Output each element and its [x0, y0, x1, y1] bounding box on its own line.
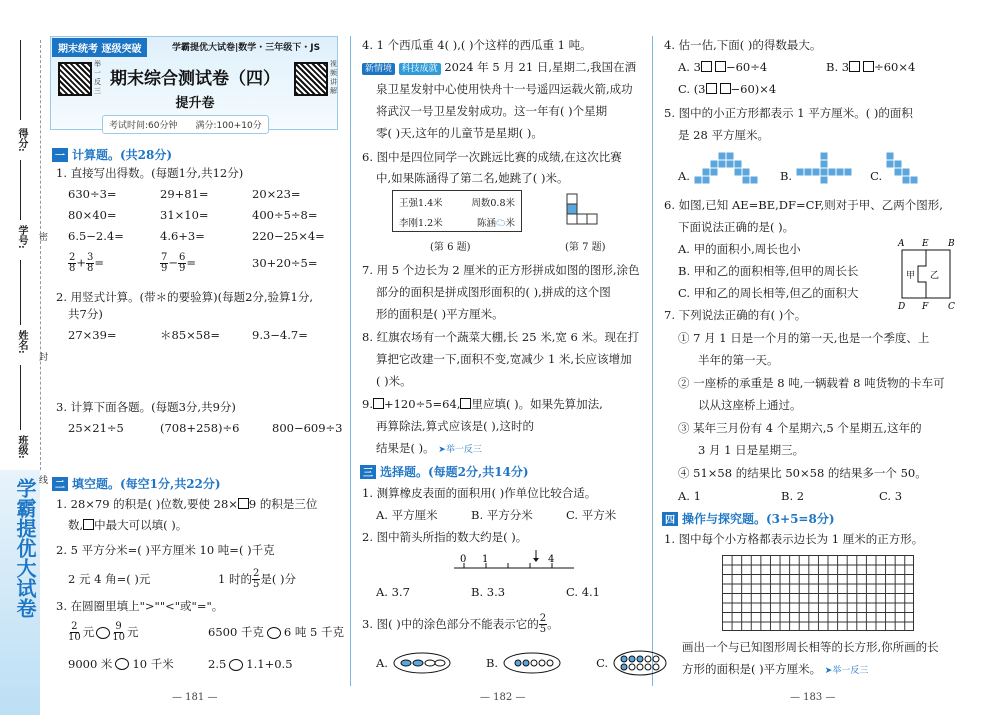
- section-title: 计算题。(共28分): [72, 148, 173, 162]
- question-text: 中,如果陈涵得了第二名,她跳了( )米。: [376, 171, 569, 185]
- option-c[interactable]: C. 平方米: [566, 508, 617, 522]
- question-text: 5. 图中的小正方形都表示 1 平方厘米。( )的面积: [664, 106, 913, 120]
- squares-figure: [565, 192, 605, 232]
- calc-items: [68, 421, 343, 436]
- question-text: 再算除法,算式应该是( ),这时的: [376, 419, 534, 433]
- math-item-fraction-sum: $\frac{2}{8}$ + $\frac{3}{8}$ =: [69, 251, 105, 274]
- svg-text:E: E: [922, 239, 929, 249]
- question-text: 7. 下列说法正确的有( )个。: [664, 308, 807, 322]
- tick-label: 1: [482, 554, 489, 565]
- page-number: — 183 —: [790, 692, 836, 703]
- question-text: ( )米。: [376, 374, 412, 388]
- related-practice-link[interactable]: ➤举一反三: [824, 666, 869, 676]
- question-text: 4. 估一估,下面( )的得数最大。: [664, 38, 822, 52]
- question-text: 形的面积是( )平方厘米。: [376, 307, 504, 321]
- option-a[interactable]: A. 3.7: [376, 585, 410, 599]
- section-number: 二: [52, 477, 68, 491]
- question-text: 方形的面积是( )平方厘米。 ➤举一反三: [682, 662, 869, 676]
- section-title: 填空题。(每空1分,共22分): [72, 477, 221, 491]
- option-b[interactable]: B. 2: [781, 489, 805, 503]
- grid-figure-c: [886, 150, 926, 184]
- section-operation: [662, 510, 835, 527]
- fill-q4: 4. 1 个西瓜重 4( ),( )个这样的西瓜重 1 吨。: [362, 38, 592, 52]
- svg-text:A: A: [898, 239, 905, 249]
- question-text: 3. 计算下面各题。(每题3分,共9分): [56, 400, 236, 414]
- question-text: 1. 测算橡皮表面的面积用( )作单位比较合适。: [362, 486, 597, 500]
- section-title: 操作与探究题。(3+5=8分): [682, 512, 835, 526]
- svg-text:C: C: [948, 302, 955, 312]
- option-c[interactable]: C.: [870, 169, 883, 183]
- brand-logo: 学霸提优大试卷: [13, 478, 37, 618]
- math-item: 630÷3=: [68, 187, 117, 201]
- seal-xian: 线: [37, 475, 47, 484]
- question-text: 画出一个与已知图形周长相等的长方形,你所画的长: [682, 640, 939, 654]
- qr-right-caption: 视频讲解: [330, 60, 337, 95]
- calc-item: 9.3−4.7=: [252, 328, 308, 342]
- option-c[interactable]: C. 3: [879, 489, 903, 503]
- drawing-grid[interactable]: [722, 555, 914, 631]
- question-text: 1. 图中每个小方格都表示边长为 1 厘米的正方形。: [664, 532, 924, 546]
- calc-item: 25×21÷5: [68, 421, 124, 435]
- page-number: — 182 —: [480, 692, 526, 703]
- option-c[interactable]: C. 4.1: [566, 585, 600, 599]
- qr-code-left: [58, 62, 92, 96]
- exam-title: 期末综合测试卷（四）: [110, 69, 280, 89]
- compare-circle[interactable]: [229, 659, 243, 671]
- option-c[interactable]: C. (3 −60)×4: [678, 82, 777, 96]
- fill-q2-cont: 2 元 4 角=( )元 1 时的 $\frac{2}{5}$ 是( )分: [68, 568, 296, 590]
- id-line: [20, 160, 21, 220]
- statement-item: ③ 某年三月份有 4 个星期六,5 个星期五,这年的: [678, 421, 922, 435]
- math-item: 4.6+3=: [160, 229, 205, 243]
- statement-item: ④ 51×58 的结果比 50×58 的结果多一个 50。: [678, 466, 927, 480]
- option-b[interactable]: B. 3 ÷60×4: [826, 60, 916, 74]
- question-text: 2. 用竖式计算。(带＊的要验算)(每题2分,验算1分,: [56, 290, 314, 304]
- choice-options: [376, 508, 616, 523]
- calc-item: ＊85×58=: [160, 328, 221, 342]
- name-label: 姓名:: [16, 330, 27, 354]
- math-item: 31×10=: [160, 208, 209, 222]
- svg-text:甲: 甲: [906, 271, 916, 281]
- compare-circle[interactable]: [96, 627, 110, 639]
- fill-q9-result: 结果是( )。 ➤举一反三: [376, 441, 482, 455]
- badge-new-context: 新情境: [362, 63, 395, 75]
- cut-line: [40, 40, 41, 470]
- compare-row-1: $\frac{2}{10}$ 元 $\frac{9}{10}$ 元 6500 千克 6 吨 5 千克: [68, 621, 345, 643]
- score-label: 得分:: [16, 128, 27, 152]
- math-item-fraction-diff: $\frac{7}{9}$ − $\frac{6}{9}$ =: [161, 251, 197, 274]
- exam-subtitle: 提升卷: [175, 96, 215, 111]
- question-text: 算把它改建一下,面积不变,宽减少 1 米,长应该增加: [376, 352, 632, 366]
- rectangle-figure: [892, 236, 962, 312]
- class-line: [20, 365, 21, 430]
- fill-q1: 1. 28×79 的积是( )位数,要使 28× 9 的积是三位: [56, 497, 318, 511]
- choice-options-figures: [376, 650, 668, 676]
- svg-text:D: D: [898, 302, 906, 312]
- fill-q3: 3. 在圆圈里填上">""<"或"="。: [56, 599, 224, 613]
- related-practice-link[interactable]: ➤举一反三: [438, 445, 482, 455]
- option-b[interactable]: B. 3.3: [471, 585, 506, 599]
- grid-figure-a: [694, 150, 766, 184]
- section-choice: [360, 463, 529, 480]
- math-item: 400÷5÷8=: [252, 208, 318, 222]
- option-b[interactable]: B. 甲和乙的面积相等,但甲的周长长: [678, 264, 859, 278]
- question-text: 部分的面积是拼成图形面积的( ),拼成的这个图: [376, 285, 611, 299]
- statement-item: 3 月 1 日是星期三。: [698, 443, 805, 457]
- statement-item: 半年的第一天。: [698, 353, 779, 367]
- calc-item: 800−609÷3: [272, 421, 343, 435]
- math-item: 220−25×4=: [252, 229, 325, 243]
- calc-item: (708+258)÷6: [160, 421, 240, 435]
- option-c[interactable]: C. 甲和乙的周长相等,但乙的面积大: [678, 286, 859, 300]
- seal-feng: 封: [37, 352, 47, 361]
- number-line: [450, 548, 580, 574]
- question-text: 7. 用 5 个边长为 2 厘米的正方形拼成如图的图形,涂色: [362, 263, 640, 277]
- tick-label: 0: [460, 554, 467, 565]
- oval-figure-a: [392, 651, 452, 675]
- svg-text:B: B: [948, 239, 955, 249]
- section-number: 三: [360, 465, 376, 479]
- vertical-calc-items: [68, 328, 308, 343]
- option-a[interactable]: A. 1: [678, 489, 701, 503]
- seal-mi: 密: [37, 232, 47, 241]
- fill-q1-cont: 数, 中最大可以填( )。: [68, 518, 188, 532]
- section-fill-in: [52, 475, 221, 492]
- section-calculation: [52, 146, 172, 163]
- choice-options: [376, 585, 600, 600]
- figure-caption: (第 6 题): [430, 242, 471, 253]
- jump-results-figure: 王强1.4米 周数0.8米 李刚1.2米 陈涵☁米: [392, 190, 522, 232]
- option-b[interactable]: B.: [779, 169, 793, 183]
- option-a[interactable]: A. 平方厘米: [376, 508, 438, 522]
- question-text: 8. 红旗农场有一个蔬菜大棚,长 25 米,宽 6 米。现在打: [362, 330, 640, 344]
- exam-meta: [102, 115, 269, 134]
- option-a[interactable]: A. 甲的面积小,周长也小: [678, 242, 801, 256]
- name-line: [20, 260, 21, 325]
- question-text: 6. 图中是四位同学一次跳远比赛的成绩,在这次比赛: [362, 150, 622, 164]
- question-text: 共7分): [68, 307, 103, 321]
- column-divider-1: [350, 36, 351, 686]
- compare-circle[interactable]: [267, 627, 281, 639]
- question-text: 将武汉一号卫星发射成功。这一年有( )个星期: [376, 104, 608, 118]
- qr-code-right: [294, 62, 328, 96]
- question-text: 是 28 平方厘米。: [678, 128, 769, 142]
- oval-figure-b: [502, 651, 562, 675]
- math-item: 6.5−2.4=: [68, 229, 124, 243]
- question-text: 3. 图( )中的涂色部分不能表示它的 $\frac{2}{5}$ 。: [362, 613, 559, 635]
- option-a[interactable]: A.: [376, 655, 388, 670]
- badge-tech: 科技成就: [399, 63, 441, 75]
- oval-figure-c: [612, 650, 668, 676]
- tick-label: 4: [548, 554, 555, 565]
- series-tag: 期末统考 逐级突破: [52, 38, 147, 57]
- question-text: 2. 图中箭头所指的数大约是( )。: [362, 530, 528, 544]
- option-b[interactable]: B.: [485, 655, 499, 670]
- svg-text:F: F: [922, 302, 929, 312]
- math-item: 30+20÷5=: [252, 255, 318, 270]
- compare-row-2: 9000 米 10 千米 2.5 1.1+0.5: [68, 657, 293, 671]
- option-a[interactable]: A.: [678, 169, 690, 183]
- id-label: 学号:: [16, 225, 27, 249]
- compare-circle[interactable]: [115, 658, 129, 670]
- exam-score: 满分:100+10分: [195, 121, 262, 131]
- calc-item: 27×39=: [68, 328, 117, 342]
- choice-options: [678, 60, 915, 75]
- section-number: 四: [662, 512, 678, 526]
- column-divider-2: [652, 36, 653, 686]
- section-number: 一: [52, 148, 68, 162]
- statement-item: ① 7 月 1 日是一个月的第一天,也是一个季度、上: [678, 331, 930, 345]
- question-text: 泉卫星发射中心使用快舟十一号遥四运载火箭,成功: [376, 82, 633, 96]
- option-c[interactable]: C.: [596, 655, 609, 670]
- question-text: 零( )天,这年的儿童节是星期( )。: [376, 126, 543, 140]
- choice-options: [678, 489, 902, 504]
- page-number: — 181 —: [172, 692, 218, 703]
- score-line: [20, 40, 21, 120]
- question-text: 1. 直接写出得数。(每题1分,共12分): [56, 166, 244, 180]
- option-b[interactable]: B. 平方分米: [471, 508, 533, 522]
- statement-item: ② 一座桥的承重是 8 吨,一辆载着 8 吨货物的卡车可: [678, 376, 945, 390]
- class-label: 班级:: [16, 435, 27, 459]
- question-text: 6. 如图,已知 AE=BE,DF=CF,则对于甲、乙两个图形,: [664, 198, 943, 212]
- exam-time: 考试时间:60分钟: [109, 121, 178, 131]
- fill-q9: 9. +120÷5=64, 里应填( )。如果先算加法,: [362, 397, 603, 411]
- option-a[interactable]: A. 3 −60÷4: [678, 60, 768, 74]
- math-item: 80×40=: [68, 208, 117, 222]
- svg-text:乙: 乙: [930, 271, 940, 281]
- grid-figure-b: [796, 150, 856, 184]
- math-item: 29+81=: [160, 187, 209, 201]
- section-title: 选择题。(每题2分,共14分): [380, 465, 529, 479]
- math-item: 20×23=: [252, 187, 301, 201]
- fill-q2: 2. 5 平方分米=( )平方厘米 10 吨=( )千克: [56, 543, 275, 557]
- qr-left-caption: 举一反三: [94, 60, 101, 95]
- choice-options-figures: [678, 150, 926, 184]
- figure-caption: (第 7 题): [565, 242, 606, 253]
- series-info: 学霸提优大试卷|数学・三年级下・JS: [172, 43, 321, 53]
- question-text: 下面说法正确的是( )。: [678, 220, 795, 234]
- statement-item: 以从这座桥上通过。: [698, 398, 802, 412]
- fill-q5: 新情境 科技成就 2024 年 5 月 21 日,星期二,我国在酒: [362, 60, 636, 77]
- mental-math-grid: [68, 187, 338, 276]
